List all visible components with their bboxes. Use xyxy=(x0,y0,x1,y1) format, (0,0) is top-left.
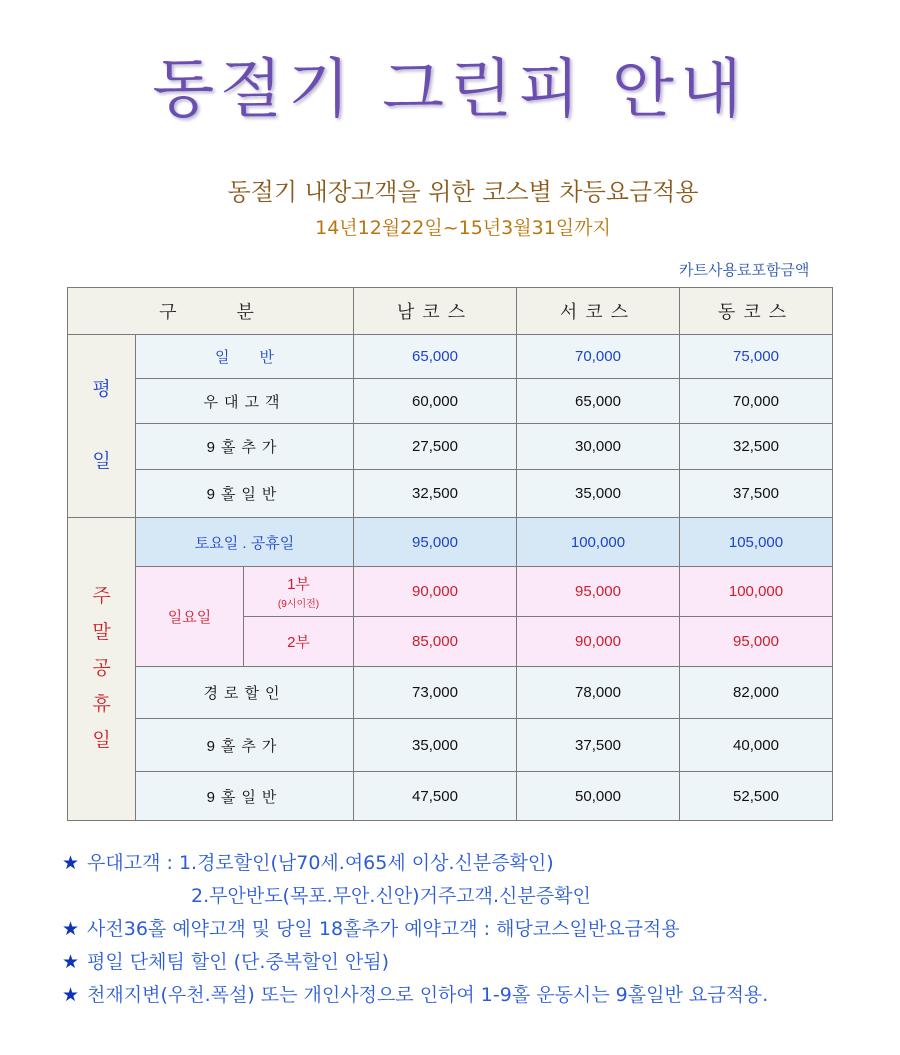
row-label: 토요일 . 공휴일 xyxy=(136,518,354,567)
star-icon: ★ xyxy=(62,852,80,874)
weekday-group-label xyxy=(68,335,136,518)
weekend-char: 말 xyxy=(92,621,111,643)
notes-block xyxy=(62,847,768,1012)
weekend-char: 일 xyxy=(92,730,111,752)
price-cell: 78,000 xyxy=(517,667,680,719)
cart-note: 카트사용료포함금액 xyxy=(679,261,810,279)
price-cell: 65,000 xyxy=(354,335,517,379)
table-row xyxy=(68,772,833,821)
star-icon: ★ xyxy=(62,918,80,940)
note-item xyxy=(62,847,768,880)
header-course-dong: 동코스 xyxy=(680,288,833,335)
table-row xyxy=(68,424,833,470)
part2-label: 2부 xyxy=(244,617,354,667)
price-cell: 85,000 xyxy=(354,617,517,667)
row-label: 일 반 xyxy=(136,335,354,379)
price-cell: 95,000 xyxy=(680,617,833,667)
price-cell: 90,000 xyxy=(354,567,517,617)
price-cell: 75,000 xyxy=(680,335,833,379)
weekend-char: 휴 xyxy=(92,694,111,716)
table-row xyxy=(68,667,833,719)
price-cell: 37,500 xyxy=(517,719,680,772)
header-category: 구 분 xyxy=(68,288,354,335)
part1-label-cell xyxy=(244,567,354,617)
price-cell: 35,000 xyxy=(517,470,680,518)
note-item xyxy=(62,979,768,1012)
table-row xyxy=(68,470,833,518)
sunday-label: 일요일 xyxy=(136,567,244,667)
price-cell: 47,500 xyxy=(354,772,517,821)
note-item xyxy=(62,913,768,946)
price-cell: 95,000 xyxy=(354,518,517,567)
row-label: 9홀추가 xyxy=(136,424,354,470)
row-label: 우대고객 xyxy=(136,379,354,424)
price-cell: 70,000 xyxy=(517,335,680,379)
subtitle: 동절기 내장고객을 위한 코스별 차등요금적용 xyxy=(227,178,699,206)
note-text: 평일 단체팀 할인 (단.중복할인 안됨) xyxy=(87,951,390,973)
page-title: 동절기 그린피 안내 xyxy=(152,53,748,127)
header-course-nam: 남코스 xyxy=(354,288,517,335)
price-cell: 95,000 xyxy=(517,567,680,617)
price-cell: 73,000 xyxy=(354,667,517,719)
star-icon: ★ xyxy=(62,951,80,973)
price-cell: 90,000 xyxy=(517,617,680,667)
price-cell: 35,000 xyxy=(354,719,517,772)
note-text: 사전36홀 예약고객 및 당일 18홀추가 예약고객 : 해당코스일반요금적용 xyxy=(87,918,680,940)
note-item xyxy=(62,880,768,913)
price-cell: 27,500 xyxy=(354,424,517,470)
weekday-char: 평 xyxy=(92,378,111,400)
price-cell: 65,000 xyxy=(517,379,680,424)
row-label: 9홀일반 xyxy=(136,470,354,518)
table-row xyxy=(68,379,833,424)
period: 14년12월22일~15년3월31일까지 xyxy=(315,217,611,239)
price-cell: 50,000 xyxy=(517,772,680,821)
price-cell: 60,000 xyxy=(354,379,517,424)
price-cell: 37,500 xyxy=(680,470,833,518)
part1-label: 1부 xyxy=(287,576,310,593)
fee-table xyxy=(67,287,833,821)
table-row xyxy=(68,719,833,772)
price-cell: 100,000 xyxy=(680,567,833,617)
table-row xyxy=(68,518,833,567)
weekend-char: 주 xyxy=(92,585,111,607)
price-cell: 70,000 xyxy=(680,379,833,424)
row-label: 9홀추가 xyxy=(136,719,354,772)
weekday-char: 일 xyxy=(92,451,111,473)
note-text: 2.무안반도(목포.무안.신안)거주고객.신분증확인 xyxy=(191,885,591,907)
table-header-row xyxy=(68,288,833,335)
price-cell: 100,000 xyxy=(517,518,680,567)
weekend-char: 공 xyxy=(92,657,111,679)
note-text: 우대고객 : 1.경로할인(남70세.여65세 이상.신분증확인) xyxy=(87,852,554,874)
row-label: 9홀일반 xyxy=(136,772,354,821)
price-cell: 105,000 xyxy=(680,518,833,567)
table-row xyxy=(68,567,833,617)
part1-sub: (9시이전) xyxy=(277,599,320,610)
header-course-seo: 서코스 xyxy=(517,288,680,335)
note-item xyxy=(62,946,768,979)
price-cell: 32,500 xyxy=(354,470,517,518)
row-label: 경로할인 xyxy=(136,667,354,719)
note-text: 천재지변(우천.폭설) 또는 개인사정으로 인하여 1-9홀 운동시는 9홀일반 요금적용. xyxy=(87,984,769,1006)
price-cell: 30,000 xyxy=(517,424,680,470)
table-row xyxy=(68,335,833,379)
weekend-group-label xyxy=(68,518,136,821)
price-cell: 40,000 xyxy=(680,719,833,772)
price-cell: 52,500 xyxy=(680,772,833,821)
price-cell: 32,500 xyxy=(680,424,833,470)
star-icon: ★ xyxy=(62,984,80,1006)
price-cell: 82,000 xyxy=(680,667,833,719)
